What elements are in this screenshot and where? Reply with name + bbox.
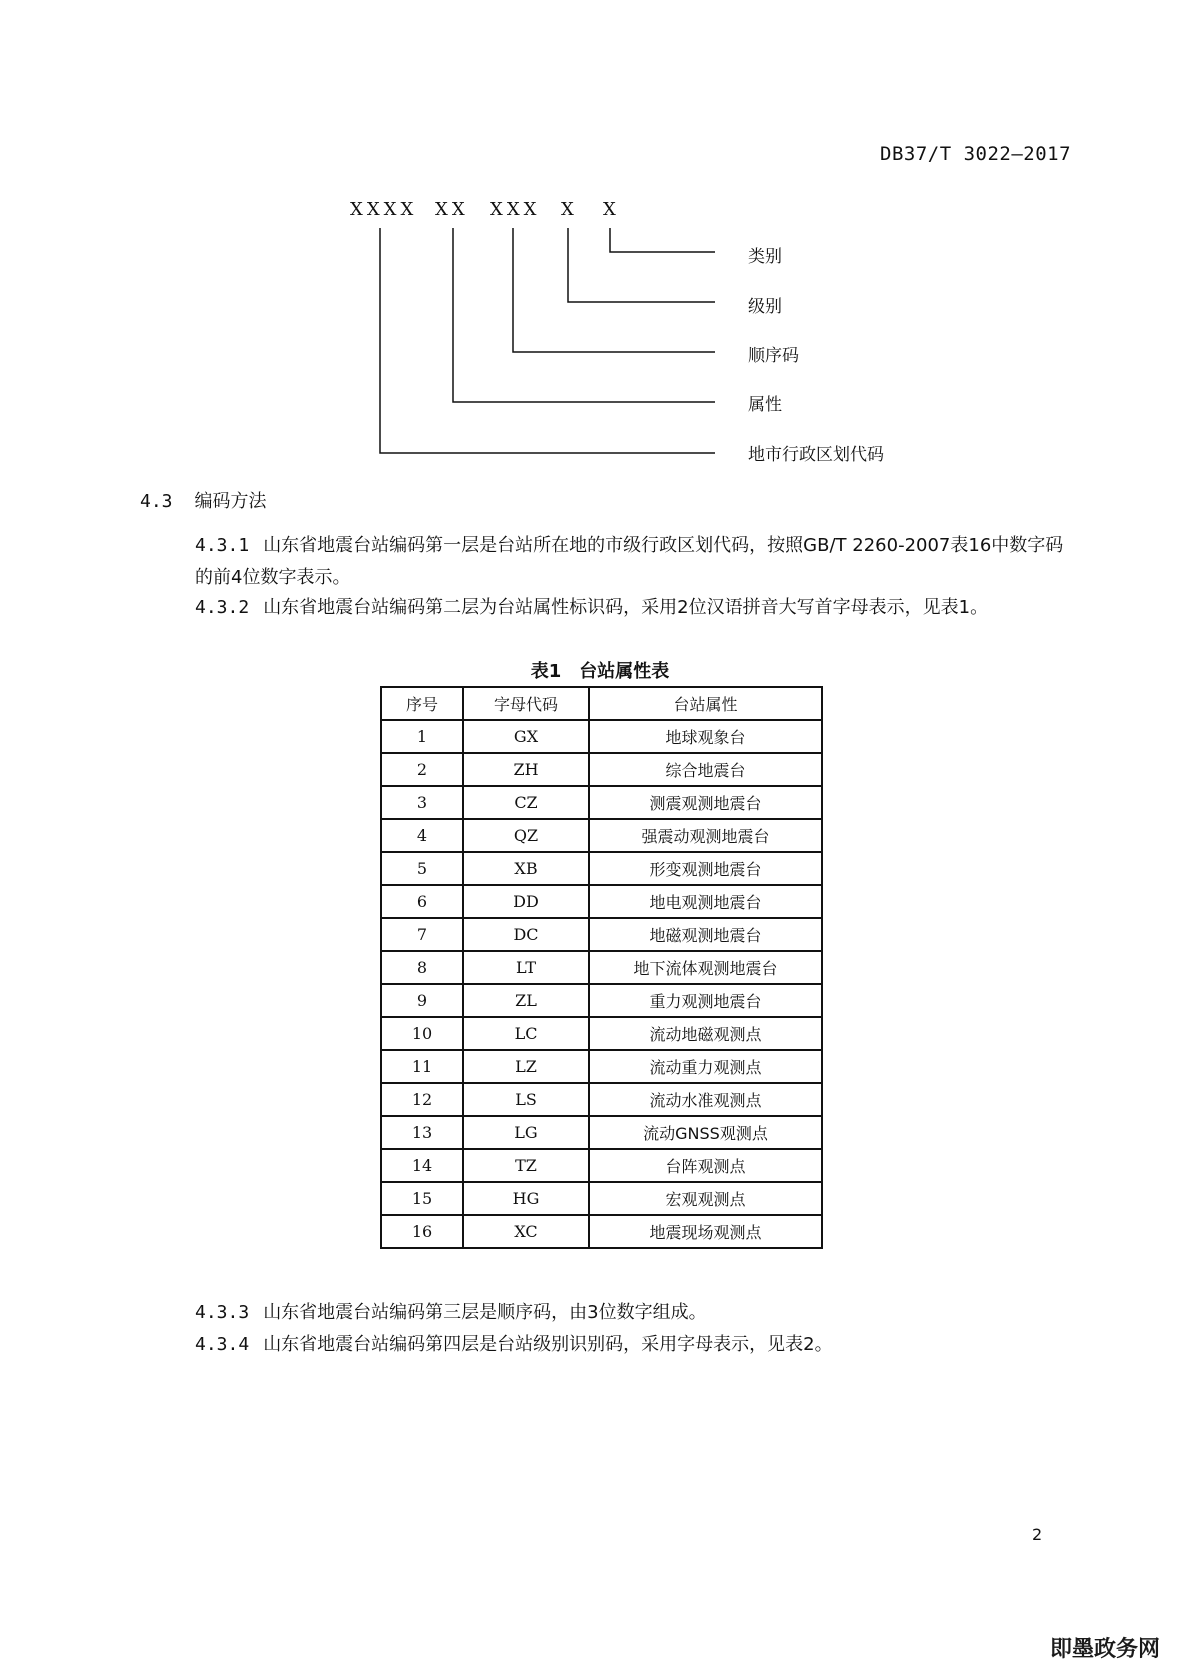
label-level: 级别 [748,297,782,317]
cell-station-attribute: 形变观测地震台 [589,852,822,885]
header-letter-code: 字母代码 [463,687,589,720]
page-number: 2 [1032,1525,1043,1544]
paragraph-number: 4.3.1 [195,535,250,556]
table-row [381,852,822,885]
cell-station-attribute: 测震观测地震台 [589,786,822,819]
section-number: 4.3 [140,491,173,512]
table-row [381,1215,822,1248]
table-row [381,1017,822,1050]
cell-station-attribute: 地电观测地震台 [589,885,822,918]
cell-station-attribute: 地震现场观测点 [589,1215,822,1248]
cell-index: 16 [381,1215,463,1248]
connector-attribute [453,228,715,402]
table-row [381,1182,822,1215]
table-caption: 表1 台站属性表 [530,661,670,682]
table-row [381,918,822,951]
paragraph-4-3-2 [195,592,1065,624]
table-row [381,720,822,753]
cell-index: 14 [381,1149,463,1182]
table-row [381,753,822,786]
cell-index: 5 [381,852,463,885]
header-index: 序号 [381,687,463,720]
cell-index: 10 [381,1017,463,1050]
table-header-row [381,687,822,720]
paragraph-text: 山东省地震台站编码第一层是台站所在地的市级行政区划代码，按照GB/T 2260-2007表16中数字码的前4位数字表示。 [195,535,1064,588]
cell-letter-code: QZ [463,819,589,852]
document-code: DB37/T 3022—2017 [880,143,1072,165]
cell-letter-code: TZ [463,1149,589,1182]
cell-station-attribute: 地下流体观测地震台 [589,951,822,984]
label-attribute: 属性 [748,395,782,415]
cell-index: 6 [381,885,463,918]
code-segment-type: X [603,199,620,220]
code-segment-attribute: XX [435,199,469,220]
cell-index: 3 [381,786,463,819]
cell-letter-code: LG [463,1116,589,1149]
cell-letter-code: XB [463,852,589,885]
section-title: 编码方法 [194,491,267,512]
station-attribute-table [380,686,823,1249]
paragraph-4-3-1 [195,530,1065,594]
cell-index: 8 [381,951,463,984]
table-row [381,984,822,1017]
table-row [381,819,822,852]
table-row [381,885,822,918]
label-sequence: 顺序码 [748,346,799,366]
connector-sequence [513,228,715,352]
code-segment-region: XXXX [350,199,418,220]
cell-letter-code: GX [463,720,589,753]
cell-station-attribute: 重力观测地震台 [589,984,822,1017]
cell-index: 12 [381,1083,463,1116]
cell-letter-code: LC [463,1017,589,1050]
cell-letter-code: DC [463,918,589,951]
cell-index: 7 [381,918,463,951]
cell-letter-code: HG [463,1182,589,1215]
paragraph-text: 山东省地震台站编码第三层是顺序码，由3位数字组成。 [263,1302,707,1323]
cell-station-attribute: 流动重力观测点 [589,1050,822,1083]
table-row [381,1050,822,1083]
cell-station-attribute: 流动GNSS观测点 [589,1116,822,1149]
cell-letter-code: LT [463,951,589,984]
cell-index: 4 [381,819,463,852]
cell-letter-code: LZ [463,1050,589,1083]
paragraph-text: 山东省地震台站编码第二层为台站属性标识码，采用2位汉语拼音大写首字母表示，见表1。 [263,597,989,618]
watermark-text: 即墨政务网 [1050,1637,1161,1662]
table-row [381,951,822,984]
table-body [381,720,822,1248]
cell-station-attribute: 流动地磁观测点 [589,1017,822,1050]
cell-letter-code: XC [463,1215,589,1248]
label-type: 类别 [748,247,782,267]
cell-letter-code: DD [463,885,589,918]
connector-type [610,228,715,252]
cell-index: 13 [381,1116,463,1149]
cell-letter-code: CZ [463,786,589,819]
table-row [381,1116,822,1149]
cell-index: 2 [381,753,463,786]
cell-station-attribute: 流动水准观测点 [589,1083,822,1116]
section-heading [140,487,267,513]
paragraph-number: 4.3.3 [195,1302,250,1323]
cell-station-attribute: 地球观象台 [589,720,822,753]
table-row [381,786,822,819]
header-station-attribute: 台站属性 [589,687,822,720]
cell-letter-code: ZL [463,984,589,1017]
paragraph-number: 4.3.2 [195,597,250,618]
cell-index: 9 [381,984,463,1017]
code-segment-sequence: XXX [490,199,541,220]
table-row [381,1149,822,1182]
table-row [381,1083,822,1116]
paragraph-text: 山东省地震台站编码第四层是台站级别识别码，采用字母表示，见表2。 [263,1334,833,1355]
cell-station-attribute: 强震动观测地震台 [589,819,822,852]
cell-index: 15 [381,1182,463,1215]
cell-station-attribute: 综合地震台 [589,753,822,786]
cell-station-attribute: 台阵观测点 [589,1149,822,1182]
connector-level [568,228,715,302]
paragraph-4-3-3 [195,1297,1065,1329]
connector-region [380,228,715,453]
paragraph-number: 4.3.4 [195,1334,250,1355]
label-region-code: 地市行政区划代码 [748,445,884,465]
cell-letter-code: ZH [463,753,589,786]
code-structure-diagram [0,0,1183,480]
cell-letter-code: LS [463,1083,589,1116]
cell-station-attribute: 地磁观测地震台 [589,918,822,951]
cell-station-attribute: 宏观观测点 [589,1182,822,1215]
cell-index: 11 [381,1050,463,1083]
code-segment-level: X [561,199,578,220]
paragraph-4-3-4 [195,1329,1065,1361]
cell-index: 1 [381,720,463,753]
